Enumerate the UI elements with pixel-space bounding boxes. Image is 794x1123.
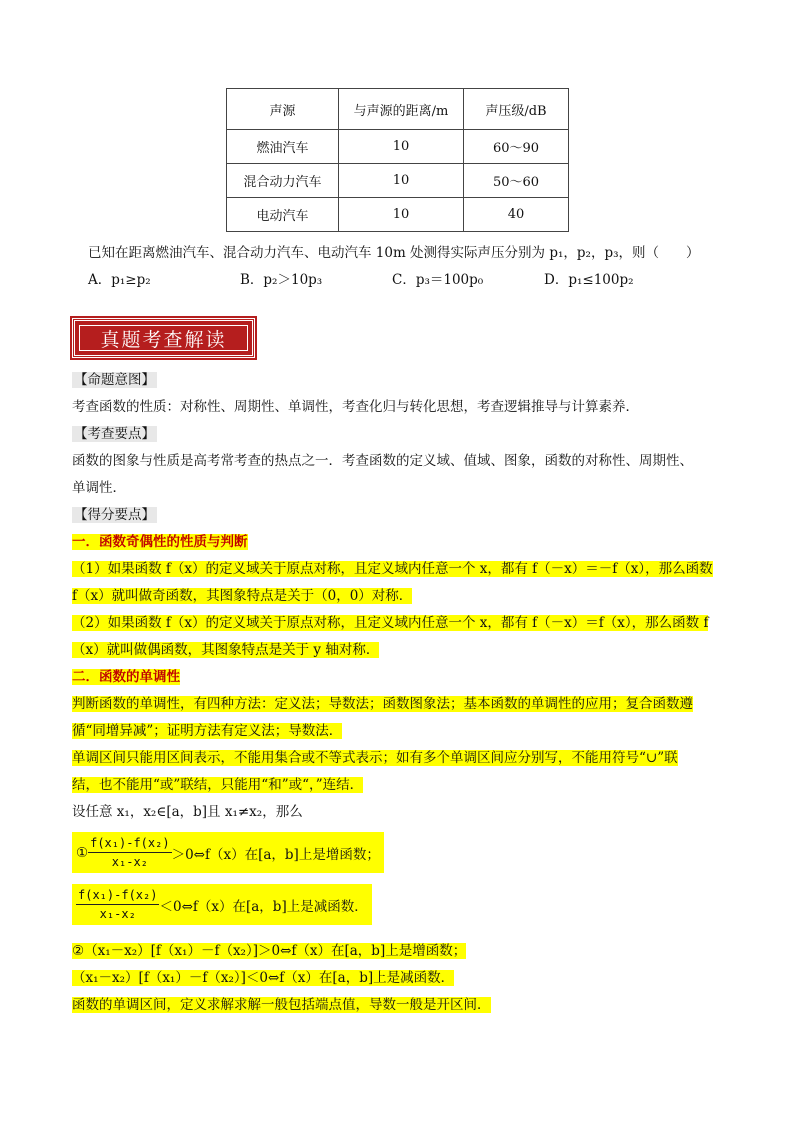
intent-text: 考查函数的性质：对称性、周期性、单调性，考查化归与转化思想，考查逻辑推导与计算素养． — [72, 399, 639, 415]
methods-line: 判断函数的单调性，有四种方法：定义法；导数法；函数图象法；基本函数的单调性的应用；复合函数遵 — [72, 696, 693, 712]
formula-conclusion: ＜0⇔f（x）在[a，b]上是减函数． — [159, 898, 368, 915]
option-d: D．p₁≤100p₂ — [544, 272, 634, 288]
table-row — [227, 164, 569, 198]
fraction-denominator: x₁-x₂ — [99, 907, 136, 921]
product-criteria — [72, 938, 724, 1019]
option-a: A．p₁≥p₂ — [88, 272, 151, 288]
odd-function-line: （1）如果函数 f（x）的定义域关于原点对称，且定义域内任意一个 x，都有 f（－x）＝－f（x），那么函数 — [72, 561, 713, 577]
option-b: B．p₂＞10p₃ — [240, 272, 323, 288]
scoring-heading: 【得分要点】 — [74, 507, 155, 523]
table-cell: 10 — [339, 198, 464, 232]
section-banner — [72, 318, 255, 358]
table-row — [227, 198, 569, 232]
even-function-line: （2）如果函数 f（x）的定义域关于原点对称，且定义域内任意一个 x，都有 f（－x）＝f（x），那么函数 f — [72, 615, 709, 631]
question-text: 已知在距离燃油汽车、混合动力汽车、电动汽车 10m 处测得实际声压分别为 p₁，p₂，p₃，则（ ） — [88, 245, 700, 261]
heading-parity: 一．函数奇偶性的性质与判断 — [72, 534, 248, 550]
even-function-line: （x）就叫做偶函数，其图象特点是关于 y 轴对称． — [72, 642, 380, 658]
intent-heading: 【命题意图】 — [74, 372, 155, 388]
interval-note: 结，也不能用“或”联结，只能用“和”或“，”连结． — [72, 777, 364, 793]
table-header-row — [227, 89, 569, 130]
formula-prefix: ① — [76, 844, 89, 861]
keypoints-heading: 【考查要点】 — [74, 426, 155, 442]
table-cell: 50～60 — [464, 164, 569, 198]
table-row — [227, 130, 569, 164]
formula-increasing — [72, 832, 384, 873]
section-intent — [72, 367, 724, 826]
fraction-numerator: f(x₁)-f(x₂) — [76, 888, 159, 905]
table-cell: 60～90 — [464, 130, 569, 164]
table-cell: 混合动力汽车 — [227, 164, 339, 198]
keypoints-line: 单调性． — [72, 480, 126, 496]
fraction-denominator: x₁-x₂ — [111, 855, 148, 869]
product-increasing: ②（x₁－x₂）[f（x₁）－f（x₂）]＞0⇔f（x）在[a，b]上是增函数； — [72, 943, 467, 959]
keypoints-line: 函数的图象与性质是高考常考查的热点之一．考查函数的定义域、值域、图象，函数的对称性、周期性、 — [72, 453, 693, 469]
answer-options — [88, 268, 696, 288]
formula-decreasing — [72, 884, 372, 925]
option-c: C．p₃＝100p₀ — [392, 272, 484, 288]
table-header: 声源 — [227, 89, 339, 130]
odd-function-line: f（x）就叫做奇函数，其图象特点是关于（0，0）对称． — [72, 588, 413, 604]
heading-monotonicity: 二．函数的单调性 — [72, 669, 180, 685]
setup-line: 设任意 x₁，x₂∈[a，b]且 x₁≠x₂，那么 — [72, 804, 303, 820]
methods-line: 循“同增异减”；证明方法有定义法；导数法． — [72, 723, 343, 739]
product-decreasing: （x₁－x₂）[f（x₁）－f（x₂）]＜0⇔f（x）在[a，b]上是减函数． — [72, 970, 455, 986]
table-cell: 10 — [339, 164, 464, 198]
table-header: 声压级/dB — [464, 89, 569, 130]
interval-endpoint-note: 函数的单调区间，定义求解求解一般包括端点值，导数一般是开区间． — [72, 997, 491, 1013]
formula-conclusion: ＞0⇔f（x）在[a，b]上是增函数； — [171, 846, 380, 863]
sound-level-table — [226, 88, 569, 232]
table-header: 与声源的距离/m — [339, 89, 464, 130]
table-cell: 10 — [339, 130, 464, 164]
fraction — [76, 888, 159, 921]
fraction-numerator: f(x₁)-f(x₂) — [88, 836, 171, 853]
table-cell: 电动汽车 — [227, 198, 339, 232]
table-cell: 40 — [464, 198, 569, 232]
banner-title: 真题考查解读 — [79, 325, 248, 351]
interval-note: 单调区间只能用区间表示，不能用集合或不等式表示；如有多个单调区间应分别写，不能用符号“∪”联 — [72, 750, 678, 766]
fraction — [88, 836, 171, 869]
table-cell: 燃油汽车 — [227, 130, 339, 164]
